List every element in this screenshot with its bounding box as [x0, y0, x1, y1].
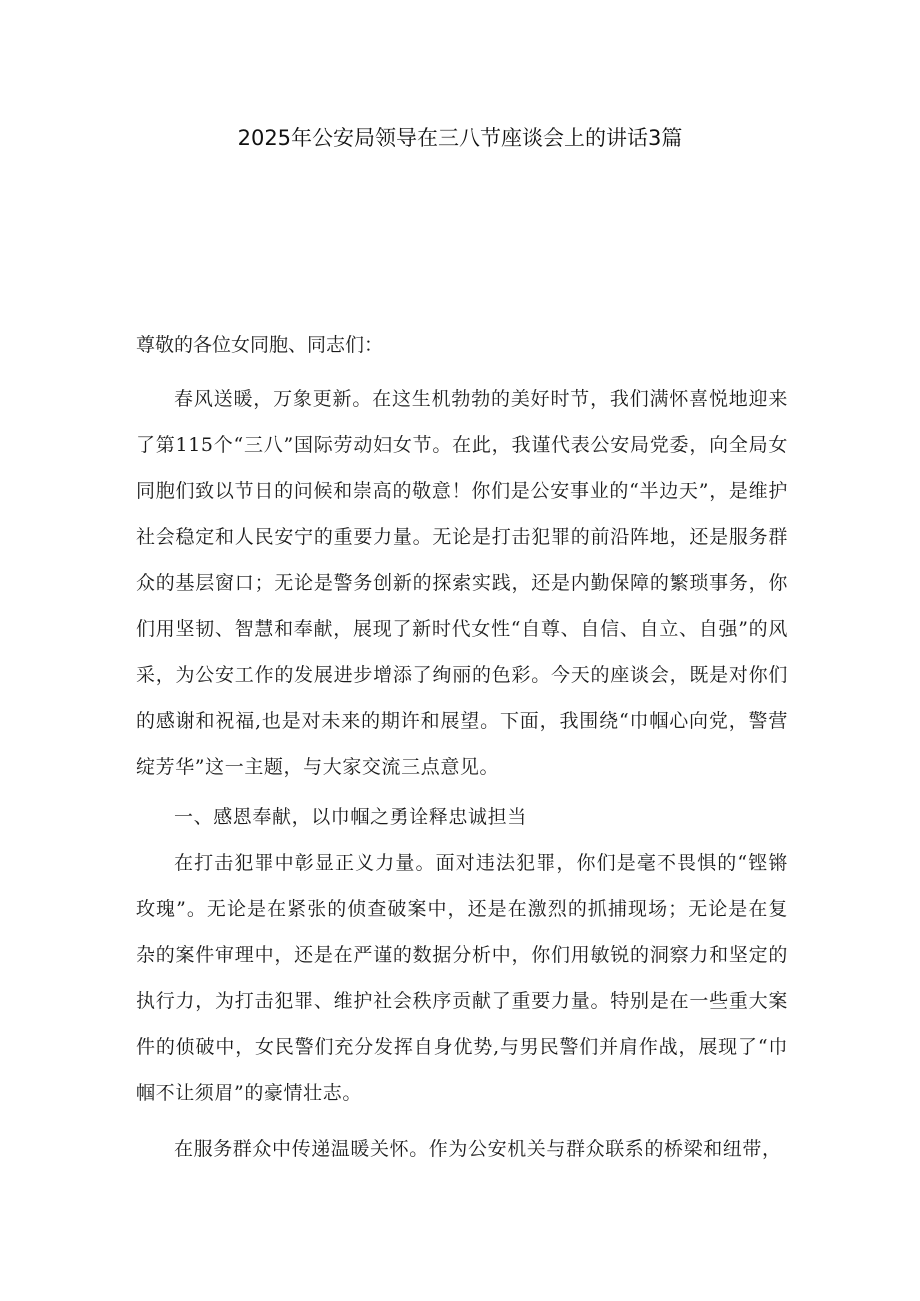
document-body [136, 322, 788, 1172]
section-heading-1: 一、感恩奉献，以巾帼之勇诠释忠诚担当 [174, 806, 527, 828]
paragraph-fight-crime: 在打击犯罪中彰显正义力量。面对违法犯罪，你们是毫不畏惧的“铿锵玫瑰”。无论是在紧张的侦查破案中，还是在激烈的抓捕现场；无论是在复杂的案件审理中，还是在严谨的数据分析中，你们用敏锐的洞察力和坚定的执行力，为打击犯罪、维护社会秩序贡献了重要力量。特别是在一些重大案件的侦破中，女民警们充分发挥自身优势,与男民警们并肩作战，展现了“巾帼不让须眉”的豪情壮志。 [136, 852, 788, 1104]
salutation: 尊敬的各位女同胞、同志们： [136, 334, 384, 356]
document-title: 2025年公安局领导在三八节座谈会上的讲话3篇 [237, 126, 683, 150]
paragraph-serve-public: 在服务群众中传递温暖关怀。作为公安机关与群众联系的桥梁和纽带， [174, 1138, 782, 1160]
paragraph-opening: 春风送暖，万象更新。在这生机勃勃的美好时节，我们满怀喜悦地迎来了第115个“三八”国际劳动妇女节。在此，我谨代表公安局党委，向全局女同胞们致以节日的问候和崇高的敬意！你们是公安事业的“半边天”，是维护社会稳定和人民安宁的重要力量。无论是打击犯罪的前沿阵地，还是服务群众的基层窗口；无论是警务创新的探索实践，还是内勤保障的繁琐事务，你们用坚韧、智慧和奉献，展现了新时代女性“自尊、自信、自立、自强”的风采，为公安工作的发展进步增添了绚丽的色彩。今天的座谈会，既是对你们的感谢和祝福,也是对未来的期许和展望。下面，我围绕“巾帼心向党，警营绽芳华”这一主题，与大家交流三点意见。 [136, 388, 788, 778]
